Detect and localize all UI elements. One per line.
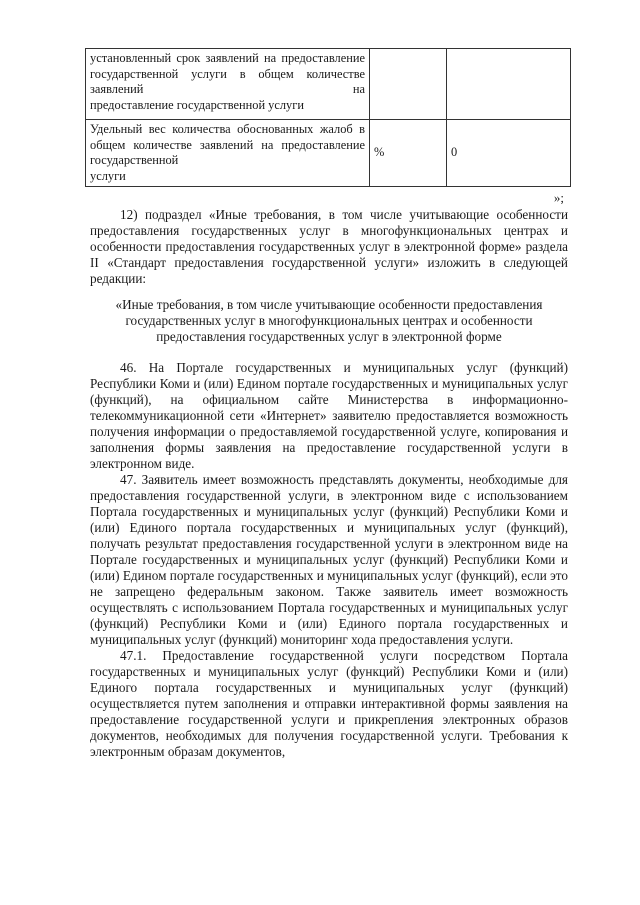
paragraph-12: 12) подраздел «Иные требования, в том числе учитывающие особенности предоставления государственных услуг в многофункциональных центрах и особенности предоставления государственных услуг в электронной форме» раздела II «Стандарт предоставления государственной услуги» изложить в следующей редакции: bbox=[90, 207, 568, 286]
table-row bbox=[86, 49, 571, 120]
table-cell-value: 0 bbox=[447, 120, 571, 187]
paragraphs-block bbox=[90, 360, 568, 760]
closing-quote: »; bbox=[553, 190, 564, 205]
table-cell-description bbox=[86, 120, 370, 187]
table-row bbox=[86, 120, 571, 187]
cell-text: установленный срок заявлений на предоставление государственной услуги в общем количестве заявлений на bbox=[90, 51, 365, 97]
paragraph-47: 47. Заявитель имеет возможность представлять документы, необходимые для предоставления государственной услуги, в электронном виде с использованием Портала государственных и муниципальных услуг (функций) Республики Коми и (или) Единого портала государственных и муниципальных услуг (функций), получать результат предоставления государственной услуги в электронном виде на Портале государственных и муниципальных услуг (функций) Республики Коми и (или) Едином портале государственных и муниципальных услуг (функций), если это не запрещено федеральным законом. Также заявитель имеет возможность осуществлять с использованием Портала государственных и муниципальных услуг (функций) Республики Коми и (или) Единого портала государственных и муниципальных услуг (функций) мониторинг хода предоставления услуги. bbox=[90, 472, 568, 647]
indicators-table bbox=[85, 48, 571, 187]
heading-line: предоставления государственных услуг в электронной форме bbox=[156, 329, 502, 344]
table-cell-unit: % bbox=[370, 120, 447, 187]
cell-text-last-line: услуги bbox=[90, 168, 126, 183]
paragraph-46: 46. На Портале государственных и муниципальных услуг (функций) Республики Коми и (или) Едином портале государственных и муниципальных услуг (функций), на официальном сайте Министерства в информационно-телекоммуникационной сети «Интернет» заявителю предоставляется возможность получения информации о предоставляемой государственной услуге, копирования и заполнения формы заявления на предоставление государственной услуги в электронном виде. bbox=[90, 360, 568, 471]
section-heading bbox=[90, 297, 568, 345]
cell-text: Удельный вес количества обоснованных жалоб в общем количестве заявлений на предоставление государственной bbox=[90, 122, 365, 168]
table-cell-description bbox=[86, 49, 370, 120]
table-cell-unit bbox=[370, 49, 447, 120]
paragraph-47-1: 47.1. Предоставление государственной услуги посредством Портала государственных и муниципальных услуг (функций) Республики Коми и (или) Единого портала государственных и муниципальных услуг (функций) осуществляется путем заполнения и отправки интерактивной формы заявления на предоставление государственной услуги и прикрепления электронных образов документов, необходимых для получения государственной услуги. Требования к электронным образам документов, bbox=[90, 648, 568, 759]
heading-line: государственных услуг в многофункциональных центрах и особенности bbox=[125, 313, 533, 328]
cell-text-last-line: предоставление государственной услуги bbox=[90, 97, 304, 112]
paragraph-12-block bbox=[90, 207, 568, 287]
heading-line: «Иные требования, в том числе учитывающие особенности предоставления bbox=[115, 297, 543, 312]
table-cell-value bbox=[447, 49, 571, 120]
